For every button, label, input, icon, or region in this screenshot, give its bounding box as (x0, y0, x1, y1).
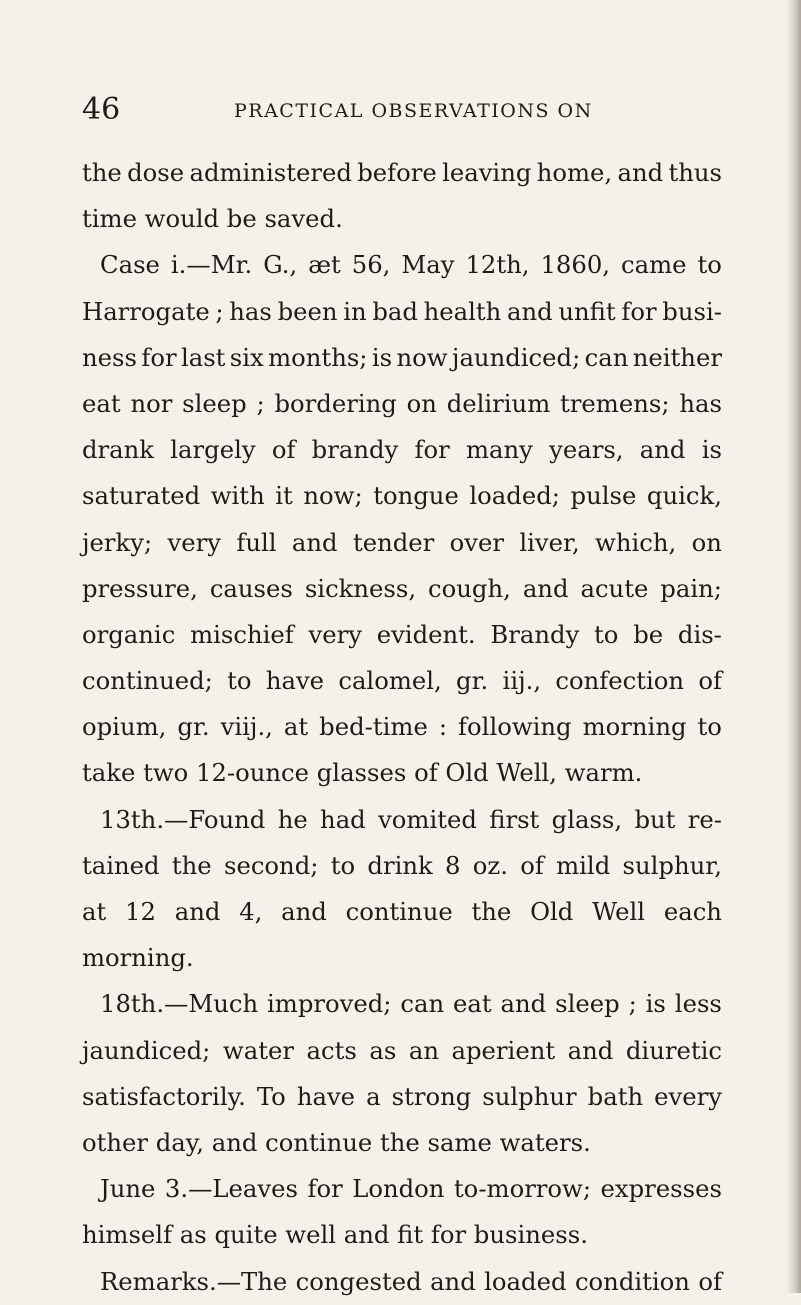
text-line: Case i.—Mr. G., æt 56, May 12th, 1860, came to (100, 250, 722, 280)
text-line: satisfactorily. To have a strong sulphur bath every (82, 1081, 722, 1111)
text-line: the dose administered before leaving home, and thus (82, 158, 722, 187)
text-line: take two 12-ounce glasses of Old Well, warm. (82, 758, 643, 788)
text-line: time would be saved. (82, 204, 343, 234)
text-line: morning. (82, 943, 194, 973)
text-line: eat nor sleep ; bordering on delirium tremens; has (82, 388, 722, 418)
page-edge-shadow (787, 0, 801, 1293)
text-line: ness for last six months; is now jaundiced; can neither (82, 342, 722, 372)
text-line: saturated with it now; tongue loaded; pulse quick, (82, 481, 722, 511)
text-line: jaundiced; water acts as an aperient and diuretic (82, 1035, 722, 1065)
text-line: other day, and continue the same waters. (82, 1127, 591, 1157)
text-line: jerky; very full and tender over liver, which, on (82, 527, 722, 557)
text-line: pressure, causes sickness, cough, and acute pain; (82, 573, 722, 603)
body-text (82, 150, 722, 1305)
page-number: 46 (82, 92, 121, 127)
page-header (82, 90, 702, 130)
text-line: opium, gr. viij., at bed-time : following morning to (82, 712, 722, 742)
text-line: Remarks.—The congested and loaded condition of (100, 1266, 722, 1296)
text-line: organic mischief very evident. Brandy to be dis- (82, 619, 722, 649)
text-line: continued; to have calomel, gr. iij., confection of (82, 666, 722, 696)
text-line: 13th.—Found he had vomited first glass, but re- (100, 804, 722, 834)
text-line: drank largely of brandy for many years, and is (82, 435, 722, 465)
text-line: at 12 and 4, and continue the Old Well each (82, 897, 722, 926)
running-head: PRACTICAL OBSERVATIONS ON (234, 100, 593, 122)
text-line: tained the second; to drink 8 oz. of mild sulphur, (82, 850, 722, 880)
text-line: Harrogate ; has been in bad health and unfit for busi- (82, 296, 722, 326)
text-line: June 3.—Leaves for London to-morrow; expresses (100, 1174, 722, 1204)
text-line: 18th.—Much improved; can eat and sleep ; is less (100, 989, 722, 1019)
text-line: himself as quite well and fit for business. (82, 1220, 588, 1250)
